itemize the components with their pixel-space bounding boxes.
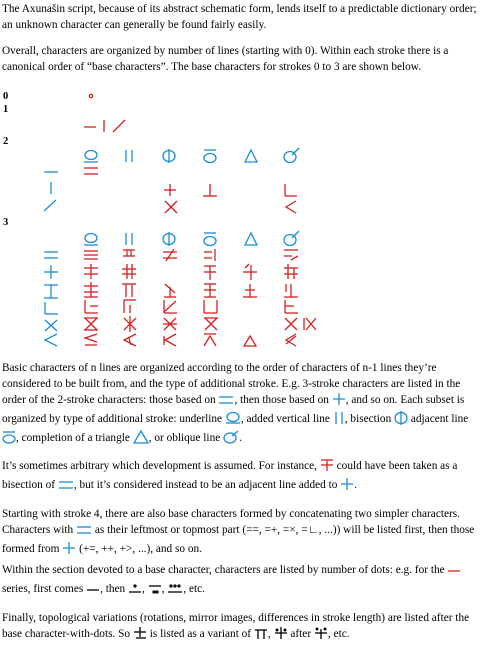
dash-icon bbox=[86, 584, 100, 600]
underline-icon bbox=[225, 411, 241, 430]
text-span: Finally, topological variations (rotations, mirror images, differences in stroke length) are listed after the base character-with-dots. So bbox=[2, 612, 470, 640]
double-line-icon bbox=[76, 524, 92, 541]
glyph-stroke2-cells bbox=[84, 168, 297, 213]
glyph-stroke3-left bbox=[44, 252, 58, 346]
dash-two-dot-icon bbox=[148, 583, 162, 600]
text-span: . bbox=[354, 479, 358, 491]
base-glyph-icon bbox=[254, 626, 268, 645]
glyph-stroke3-cells bbox=[84, 249, 316, 346]
text-span: as their leftmost or topmost part (==, =+, =×, =∟, ...)) will be listed first, then those formed from bbox=[2, 524, 475, 555]
text-span: , or oblique line bbox=[148, 432, 221, 444]
text-span: (+=, ++, +>, ...), and so on. bbox=[79, 543, 203, 555]
stroke-label-1: 1 bbox=[3, 104, 9, 115]
double-line-icon bbox=[58, 479, 74, 496]
text-span: , bbox=[142, 583, 145, 595]
cross-icon bbox=[332, 392, 346, 411]
dotted-glyph-icon bbox=[274, 626, 288, 645]
variant-glyph-icon bbox=[133, 626, 147, 645]
ordering-paragraph bbox=[2, 360, 480, 449]
text-span: , but it’s considered instead to be an adjacent line added to bbox=[73, 479, 338, 491]
vertical-lines-icon bbox=[333, 411, 345, 430]
text-span: series, first comes bbox=[2, 583, 84, 595]
text-span: , bisection bbox=[344, 413, 392, 425]
dots-paragraph bbox=[2, 562, 480, 600]
stroke-label-3: 3 bbox=[3, 217, 9, 228]
variations-paragraph bbox=[2, 610, 480, 645]
cross-icon bbox=[62, 541, 76, 560]
text-span: Starting with stroke 4, there are also base characters formed by concatenating two simpler characters. Characters with bbox=[2, 508, 460, 536]
text-span: Basic characters of n lines are organized according to the order of characters of n-1 lines they’re considered to be built from, and the type of additional stroke. E.g. 3-stroke characters are listed in the order of the 2-stroke characters: those based on bbox=[2, 362, 461, 406]
text-span: It’s sometimes arbitrary which development is assumed. For instance, bbox=[2, 460, 317, 472]
dash-one-dot-icon bbox=[128, 583, 142, 600]
text-span: Within the section devoted to a base character, characters are listed by number of dots: e.g. for the bbox=[2, 564, 445, 576]
text-span: , bbox=[267, 628, 271, 640]
glyph-dot bbox=[89, 94, 92, 97]
overview-paragraph: Overall, characters are organized by number of lines (starting with 0). Within each stroke there is a canonical order of “base characters”. The base characters for strokes 0 to 3 are shown below. bbox=[2, 45, 449, 73]
dash-three-dot-icon bbox=[167, 583, 183, 600]
text-span: , etc. bbox=[183, 583, 205, 595]
glyph-stroke2-left bbox=[44, 172, 58, 211]
base-characters-table bbox=[0, 88, 480, 350]
cross-icon bbox=[340, 477, 354, 496]
oblique-line-icon bbox=[223, 430, 239, 449]
glyph-stroke2-header bbox=[84, 148, 299, 163]
glyph-stroke3-header bbox=[84, 231, 299, 246]
text-span: , then bbox=[100, 583, 126, 595]
double-line-icon bbox=[218, 394, 234, 411]
text-span: , then those based on bbox=[234, 394, 329, 406]
text-span: after bbox=[290, 628, 312, 640]
dash-icon bbox=[447, 565, 461, 581]
dotted-glyph-alt-icon bbox=[314, 626, 328, 645]
stroke-label-0: 0 bbox=[3, 91, 9, 102]
bisection-icon bbox=[394, 411, 408, 430]
text-span: could have been taken as a bisection of bbox=[2, 460, 458, 491]
triangle-icon bbox=[133, 430, 149, 449]
concatenation-paragraph bbox=[2, 506, 480, 560]
text-span: , etc. bbox=[327, 628, 350, 640]
text-span: is listed as a variant of bbox=[149, 628, 252, 640]
stroke-label-2: 2 bbox=[3, 136, 9, 147]
intro-paragraph: The Axunašin script, because of its abstract schematic form, lends itself to a predictable dictionary order; an unknown character can generally be found fairly easily. bbox=[2, 3, 477, 31]
glyph-stroke1-row bbox=[84, 120, 125, 132]
text-span: , bbox=[161, 583, 165, 595]
text-span: , completion of a triangle bbox=[16, 432, 130, 444]
adjacent-line-icon bbox=[2, 430, 16, 449]
text-span: , added vertical line bbox=[240, 413, 330, 425]
text-span: . bbox=[239, 432, 242, 444]
arbitrary-paragraph bbox=[2, 458, 480, 496]
text-span: , and so on. Each subset is organized by type of additional stroke: underline bbox=[2, 394, 465, 425]
text-span: adjacent line bbox=[410, 413, 469, 425]
tee-double-icon bbox=[320, 458, 334, 477]
